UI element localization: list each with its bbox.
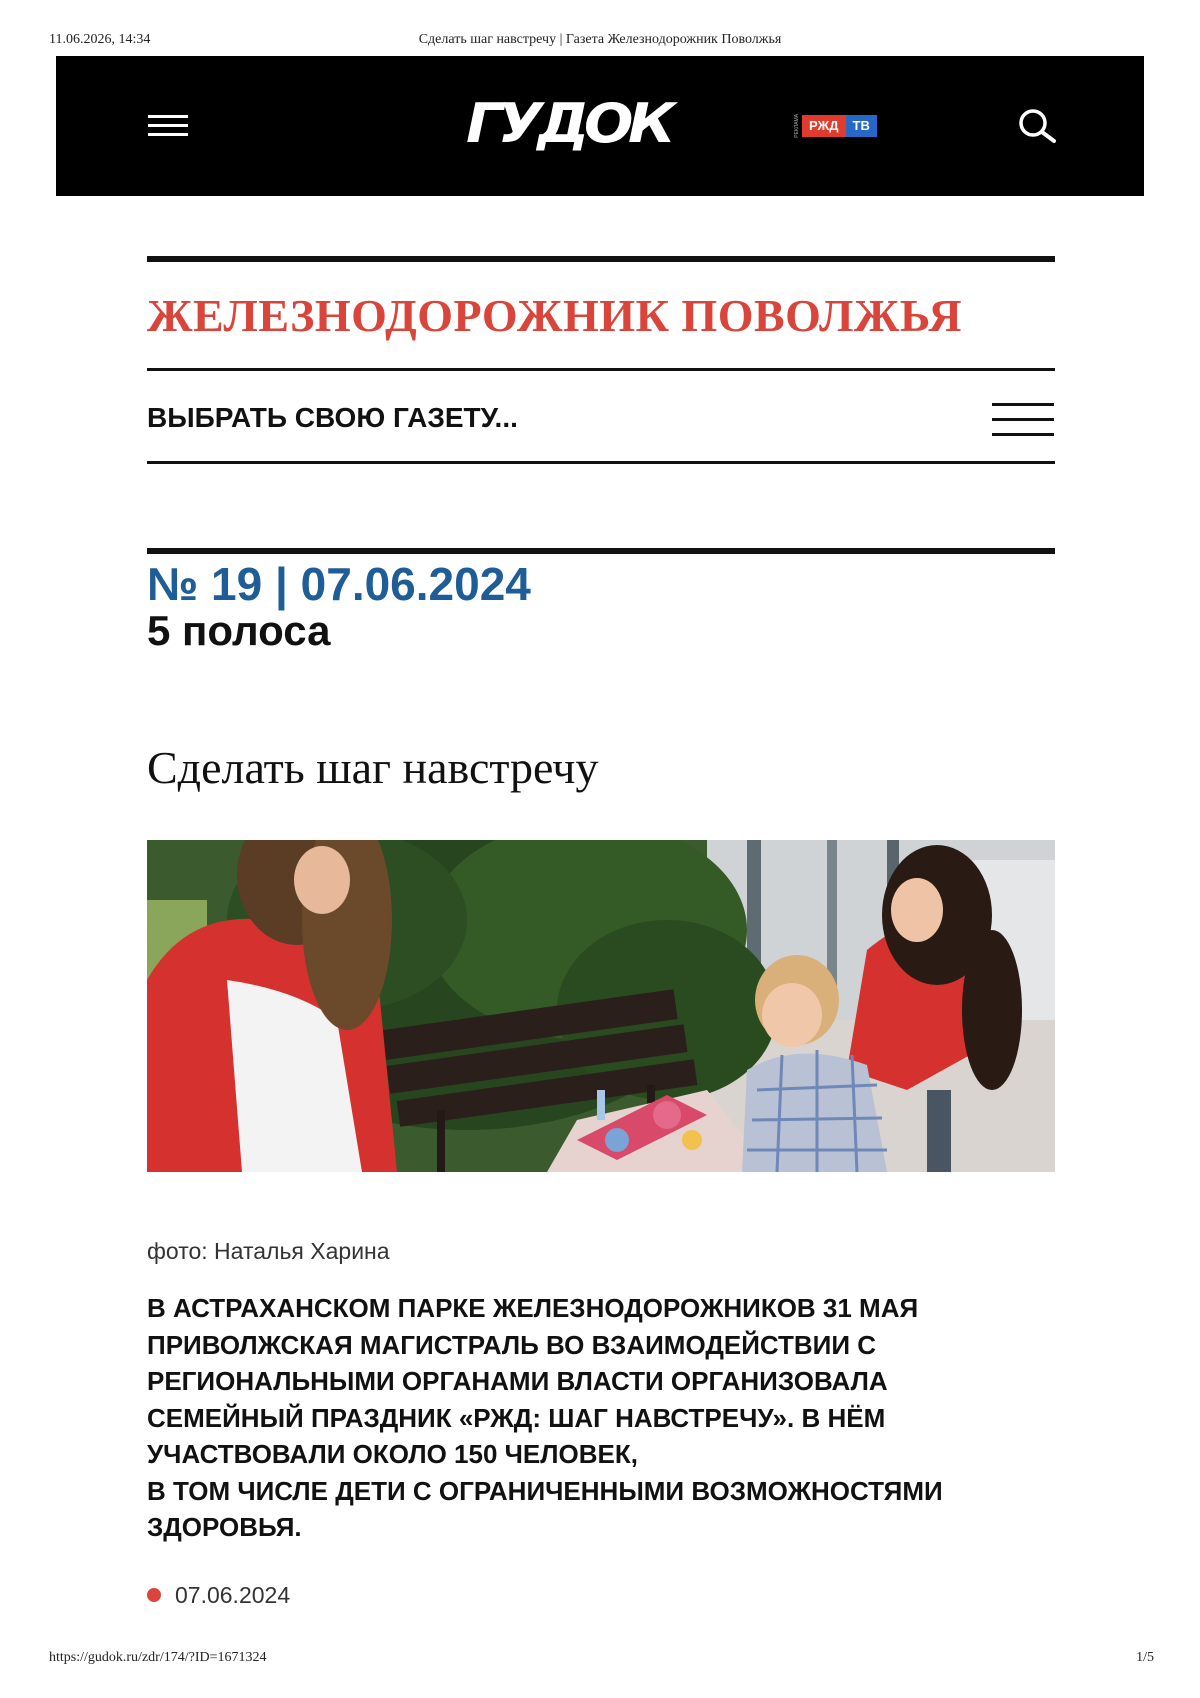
lead-line: В ТОМ ЧИСЛЕ ДЕТИ С ОГРАНИЧЕННЫМИ ВОЗМОЖНОСТЯМИ <box>147 1475 943 1506</box>
ad-label: РЕКЛАМА <box>794 114 800 138</box>
issue-page: 5 полоса <box>147 607 331 654</box>
article-date: 07.06.2024 <box>175 1581 291 1608</box>
article-date-row <box>147 1580 290 1610</box>
rzd-badge: РЖД <box>802 115 846 137</box>
site-header <box>56 56 1144 196</box>
divider <box>147 256 1055 262</box>
print-footer <box>0 1650 1200 1670</box>
date-dot-icon <box>147 1588 161 1602</box>
article-lead <box>147 1290 1055 1546</box>
lead-line: ПРИВОЛЖСКАЯ МАГИСТРАЛЬ ВО ВЗАИМОДЕЙСТВИИ С <box>147 1329 877 1360</box>
divider <box>147 368 1055 371</box>
article-photo <box>147 840 1055 1172</box>
print-page-title: Сделать шаг навстречу | Газета Железнодорожник Поволжья <box>418 32 782 47</box>
lead-line: ЗДОРОВЬЯ. <box>147 1512 302 1542</box>
newspaper-title[interactable]: ЖЕЛЕЗНОДОРОЖНИК ПОВОЛЖЬЯ <box>147 290 963 341</box>
gudok-logo[interactable]: ГУДОК <box>466 92 671 155</box>
lead-line: СЕМЕЙНЫЙ ПРАЗДНИК «РЖД: ШАГ НАВСТРЕЧУ». В НЁМ <box>147 1402 886 1433</box>
hamburger-menu-icon[interactable] <box>148 115 188 137</box>
print-datetime: 11.06.2026, 14:34 <box>49 32 151 47</box>
article-title: Сделать шаг навстречу <box>147 742 599 793</box>
photo-caption: фото: Наталья Харина <box>147 1238 390 1264</box>
issue-number-date: № 19 | 07.06.2024 <box>147 558 531 610</box>
print-page-number: 1/5 <box>1136 1650 1154 1665</box>
print-header <box>0 32 1200 52</box>
lead-line: УЧАСТВОВАЛИ ОКОЛО 150 ЧЕЛОВЕК, <box>147 1439 638 1469</box>
rzd-tv-link[interactable] <box>794 114 877 138</box>
divider <box>147 461 1055 464</box>
divider <box>147 548 1055 554</box>
print-url: https://gudok.ru/zdr/174/?ID=1671324 <box>49 1650 267 1665</box>
tv-badge: ТВ <box>846 115 877 137</box>
lead-line: В АСТРАХАНСКОМ ПАРКЕ ЖЕЛЕЗНОДОРОЖНИКОВ 31 МАЯ <box>147 1293 919 1323</box>
choose-newspaper-link[interactable]: ВЫБРАТЬ СВОЮ ГАЗЕТУ... <box>147 402 518 433</box>
choose-newspaper-menu-icon[interactable] <box>992 401 1054 437</box>
lead-line: РЕГИОНАЛЬНЫМИ ОРГАНАМИ ВЛАСТИ ОРГАНИЗОВАЛА <box>147 1366 888 1396</box>
search-icon[interactable] <box>1018 108 1058 144</box>
